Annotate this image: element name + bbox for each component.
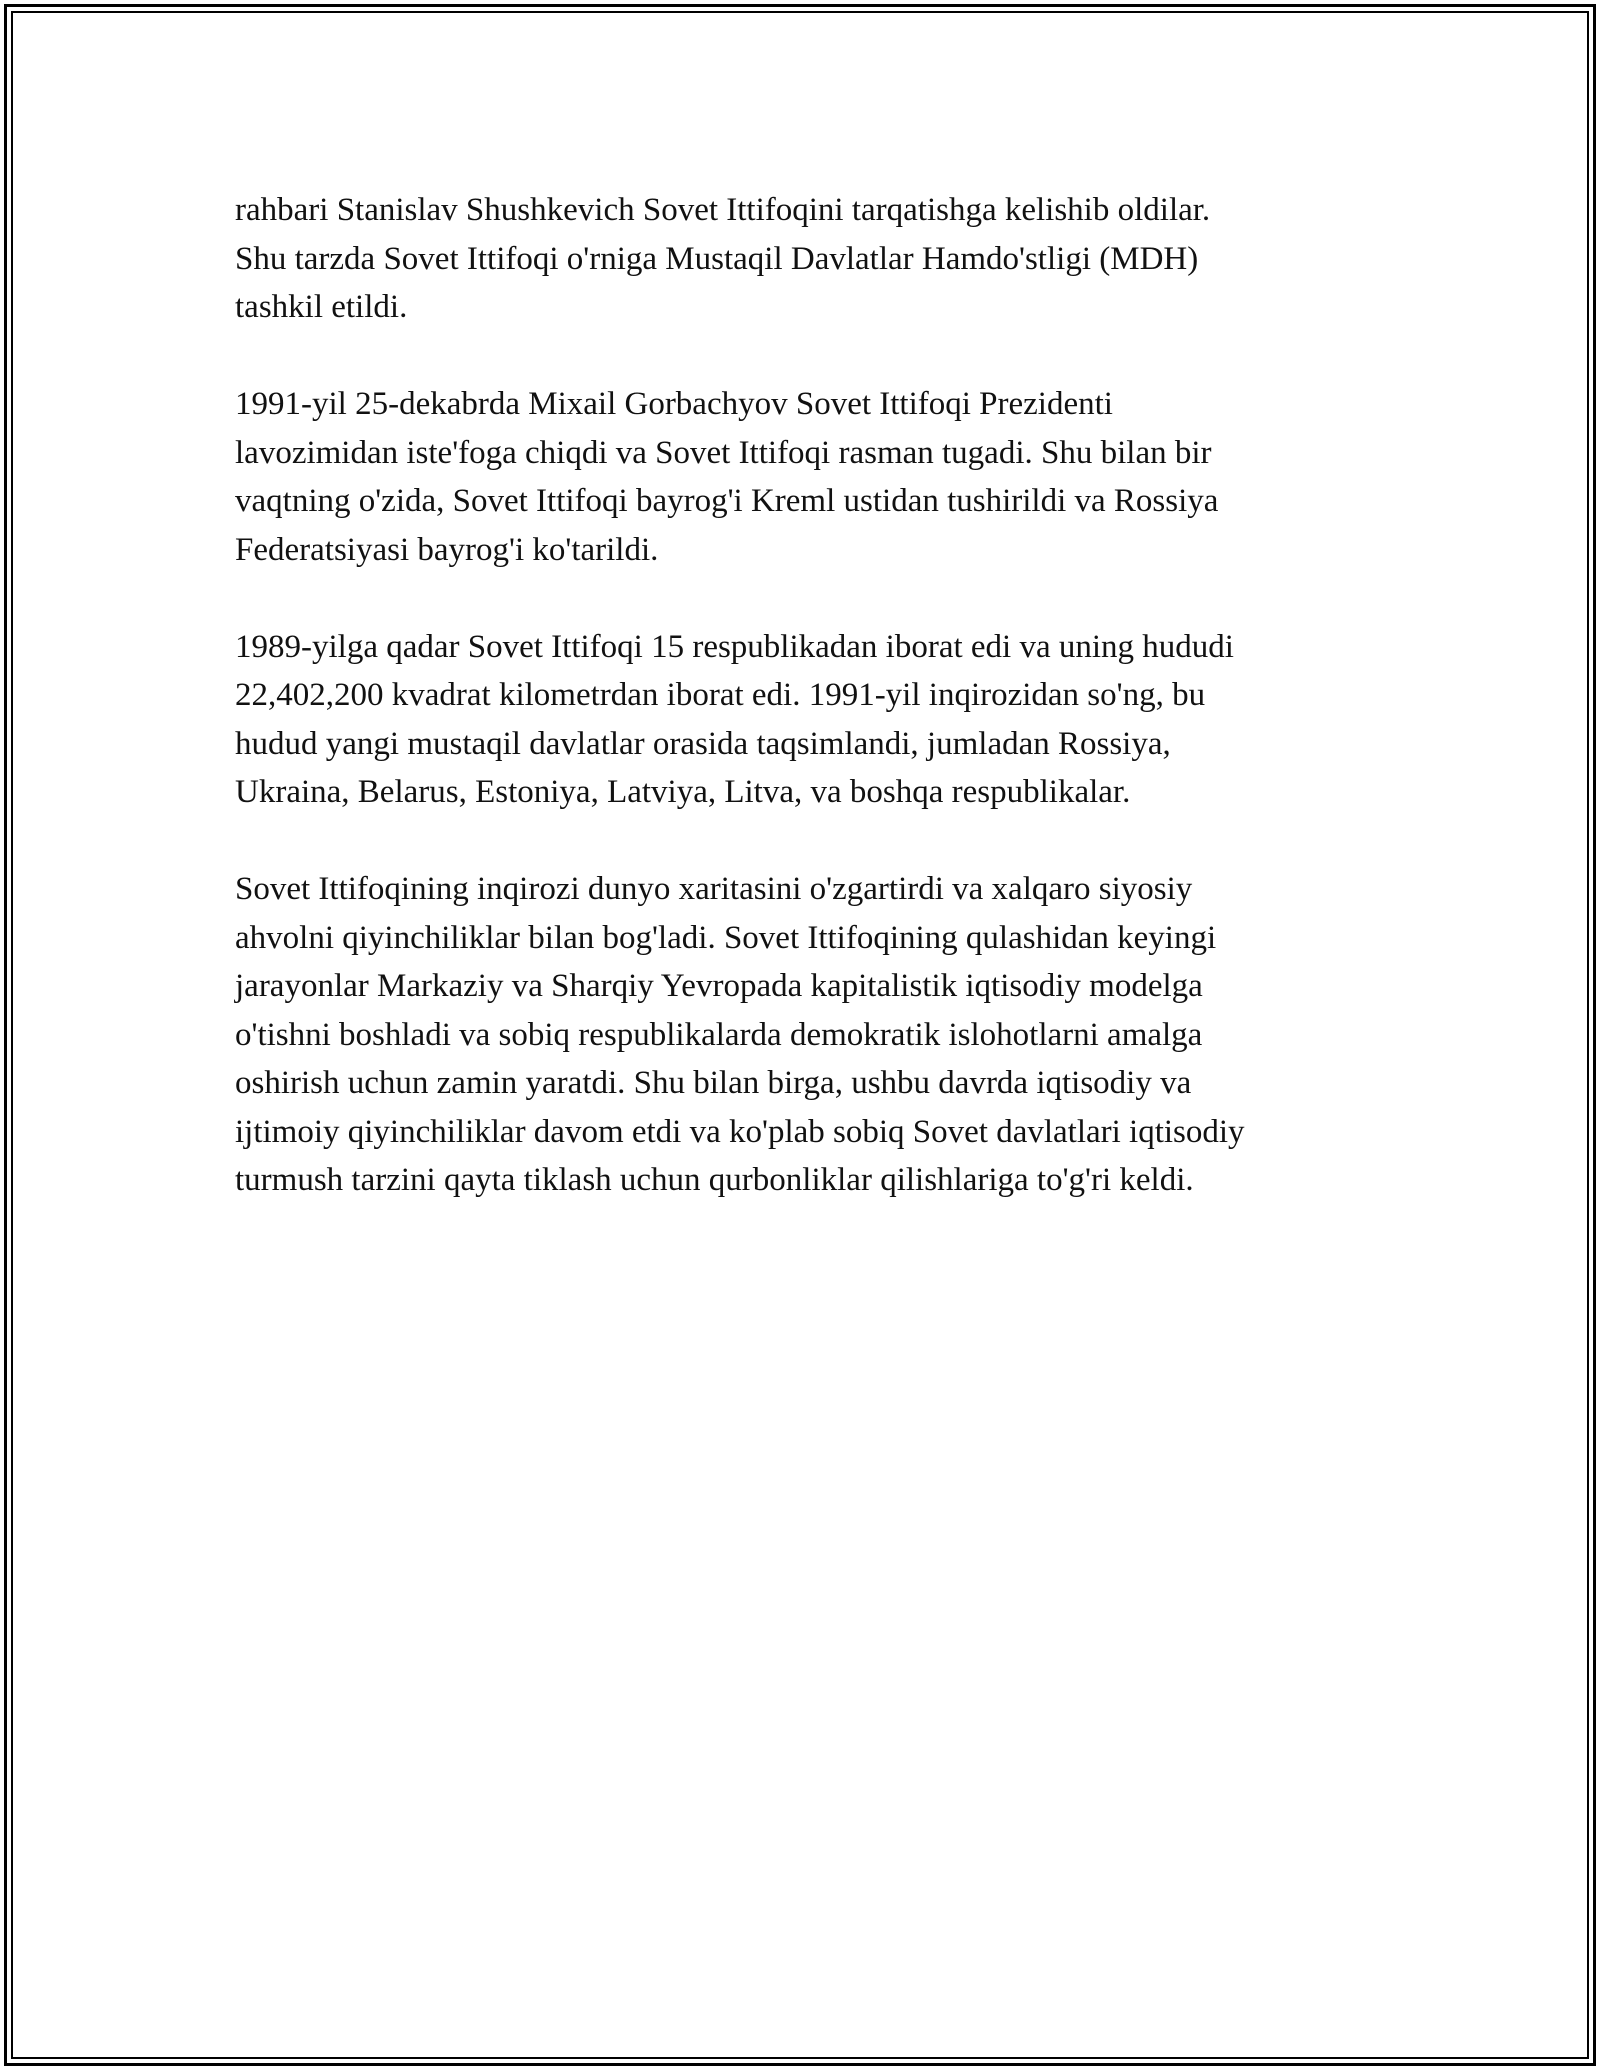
- text-line: 1991-yil 25-dekabrda Mixail Gorbachyov Sovet Ittifoqi Prezidenti: [235, 386, 1113, 422]
- paragraph-gorbachev-resignation: [235, 380, 1385, 574]
- text-line: ijtimoiy qiyinchiliklar davom etdi va ko'plab sobiq Sovet davlatlari iqtisodiy: [235, 1113, 1245, 1150]
- paragraph-republics-territory: [235, 623, 1385, 817]
- text-line: rahbari Stanislav Shushkevich Sovet Ittifoqini tarqatishga kelishib oldilar.: [235, 192, 1211, 228]
- text-line: jarayonlar Markaziy va Sharqiy Yevropada kapitalistik iqtisodiy modelga: [235, 968, 1203, 1004]
- text-line: 1989-yilga qadar Sovet Ittifoqi 15 respublikadan iborat edi va uning hududi: [235, 628, 1234, 665]
- text-line: 22,402,200 kvadrat kilometrdan iborat edi. 1991-yil inqirozidan so'ng, bu: [235, 677, 1206, 713]
- text-line: lavozimidan iste'foga chiqdi va Sovet Ittifoqi rasman tugadi. Shu bilan bir: [235, 434, 1212, 471]
- paragraph-mdh-formation: [235, 186, 1385, 332]
- text-line: hudud yangi mustaqil davlatlar orasida taqsimlandi, jumladan Rossiya,: [235, 725, 1171, 762]
- text-line: ahvolni qiyinchiliklar bilan bog'ladi. Sovet Ittifoqining qulashidan keyingi: [235, 919, 1217, 956]
- text-line: vaqtning o'zida, Sovet Ittifoqi bayrog'i Kreml ustidan tushirildi va Rossiya: [235, 483, 1219, 519]
- text-line: tashkil etildi.: [235, 289, 408, 325]
- text-line: Federatsiyasi bayrog'i ko'tarildi.: [235, 531, 659, 568]
- text-line: oshirish uchun zamin yaratdi. Shu bilan birga, ushbu davrda iqtisodiy va: [235, 1065, 1192, 1101]
- text-line: Shu tarzda Sovet Ittifoqi o'rniga Mustaqil Davlatlar Hamdo'stligi (MDH): [235, 240, 1199, 277]
- text-line: o'tishni boshladi va sobiq respublikalarda demokratik islohotlarni amalga: [235, 1016, 1203, 1053]
- text-line: Ukraina, Belarus, Estoniya, Latviya, Litva, va boshqa respublikalar.: [235, 774, 1131, 810]
- document-body: [235, 186, 1385, 1253]
- paragraph-collapse-consequences: [235, 865, 1385, 1205]
- text-line: Sovet Ittifoqining inqirozi dunyo xaritasini o'zgartirdi va xalqaro siyosiy: [235, 871, 1193, 907]
- text-line: turmush tarzini qayta tiklash uchun qurbonliklar qilishlariga to'g'ri keldi.: [235, 1162, 1194, 1198]
